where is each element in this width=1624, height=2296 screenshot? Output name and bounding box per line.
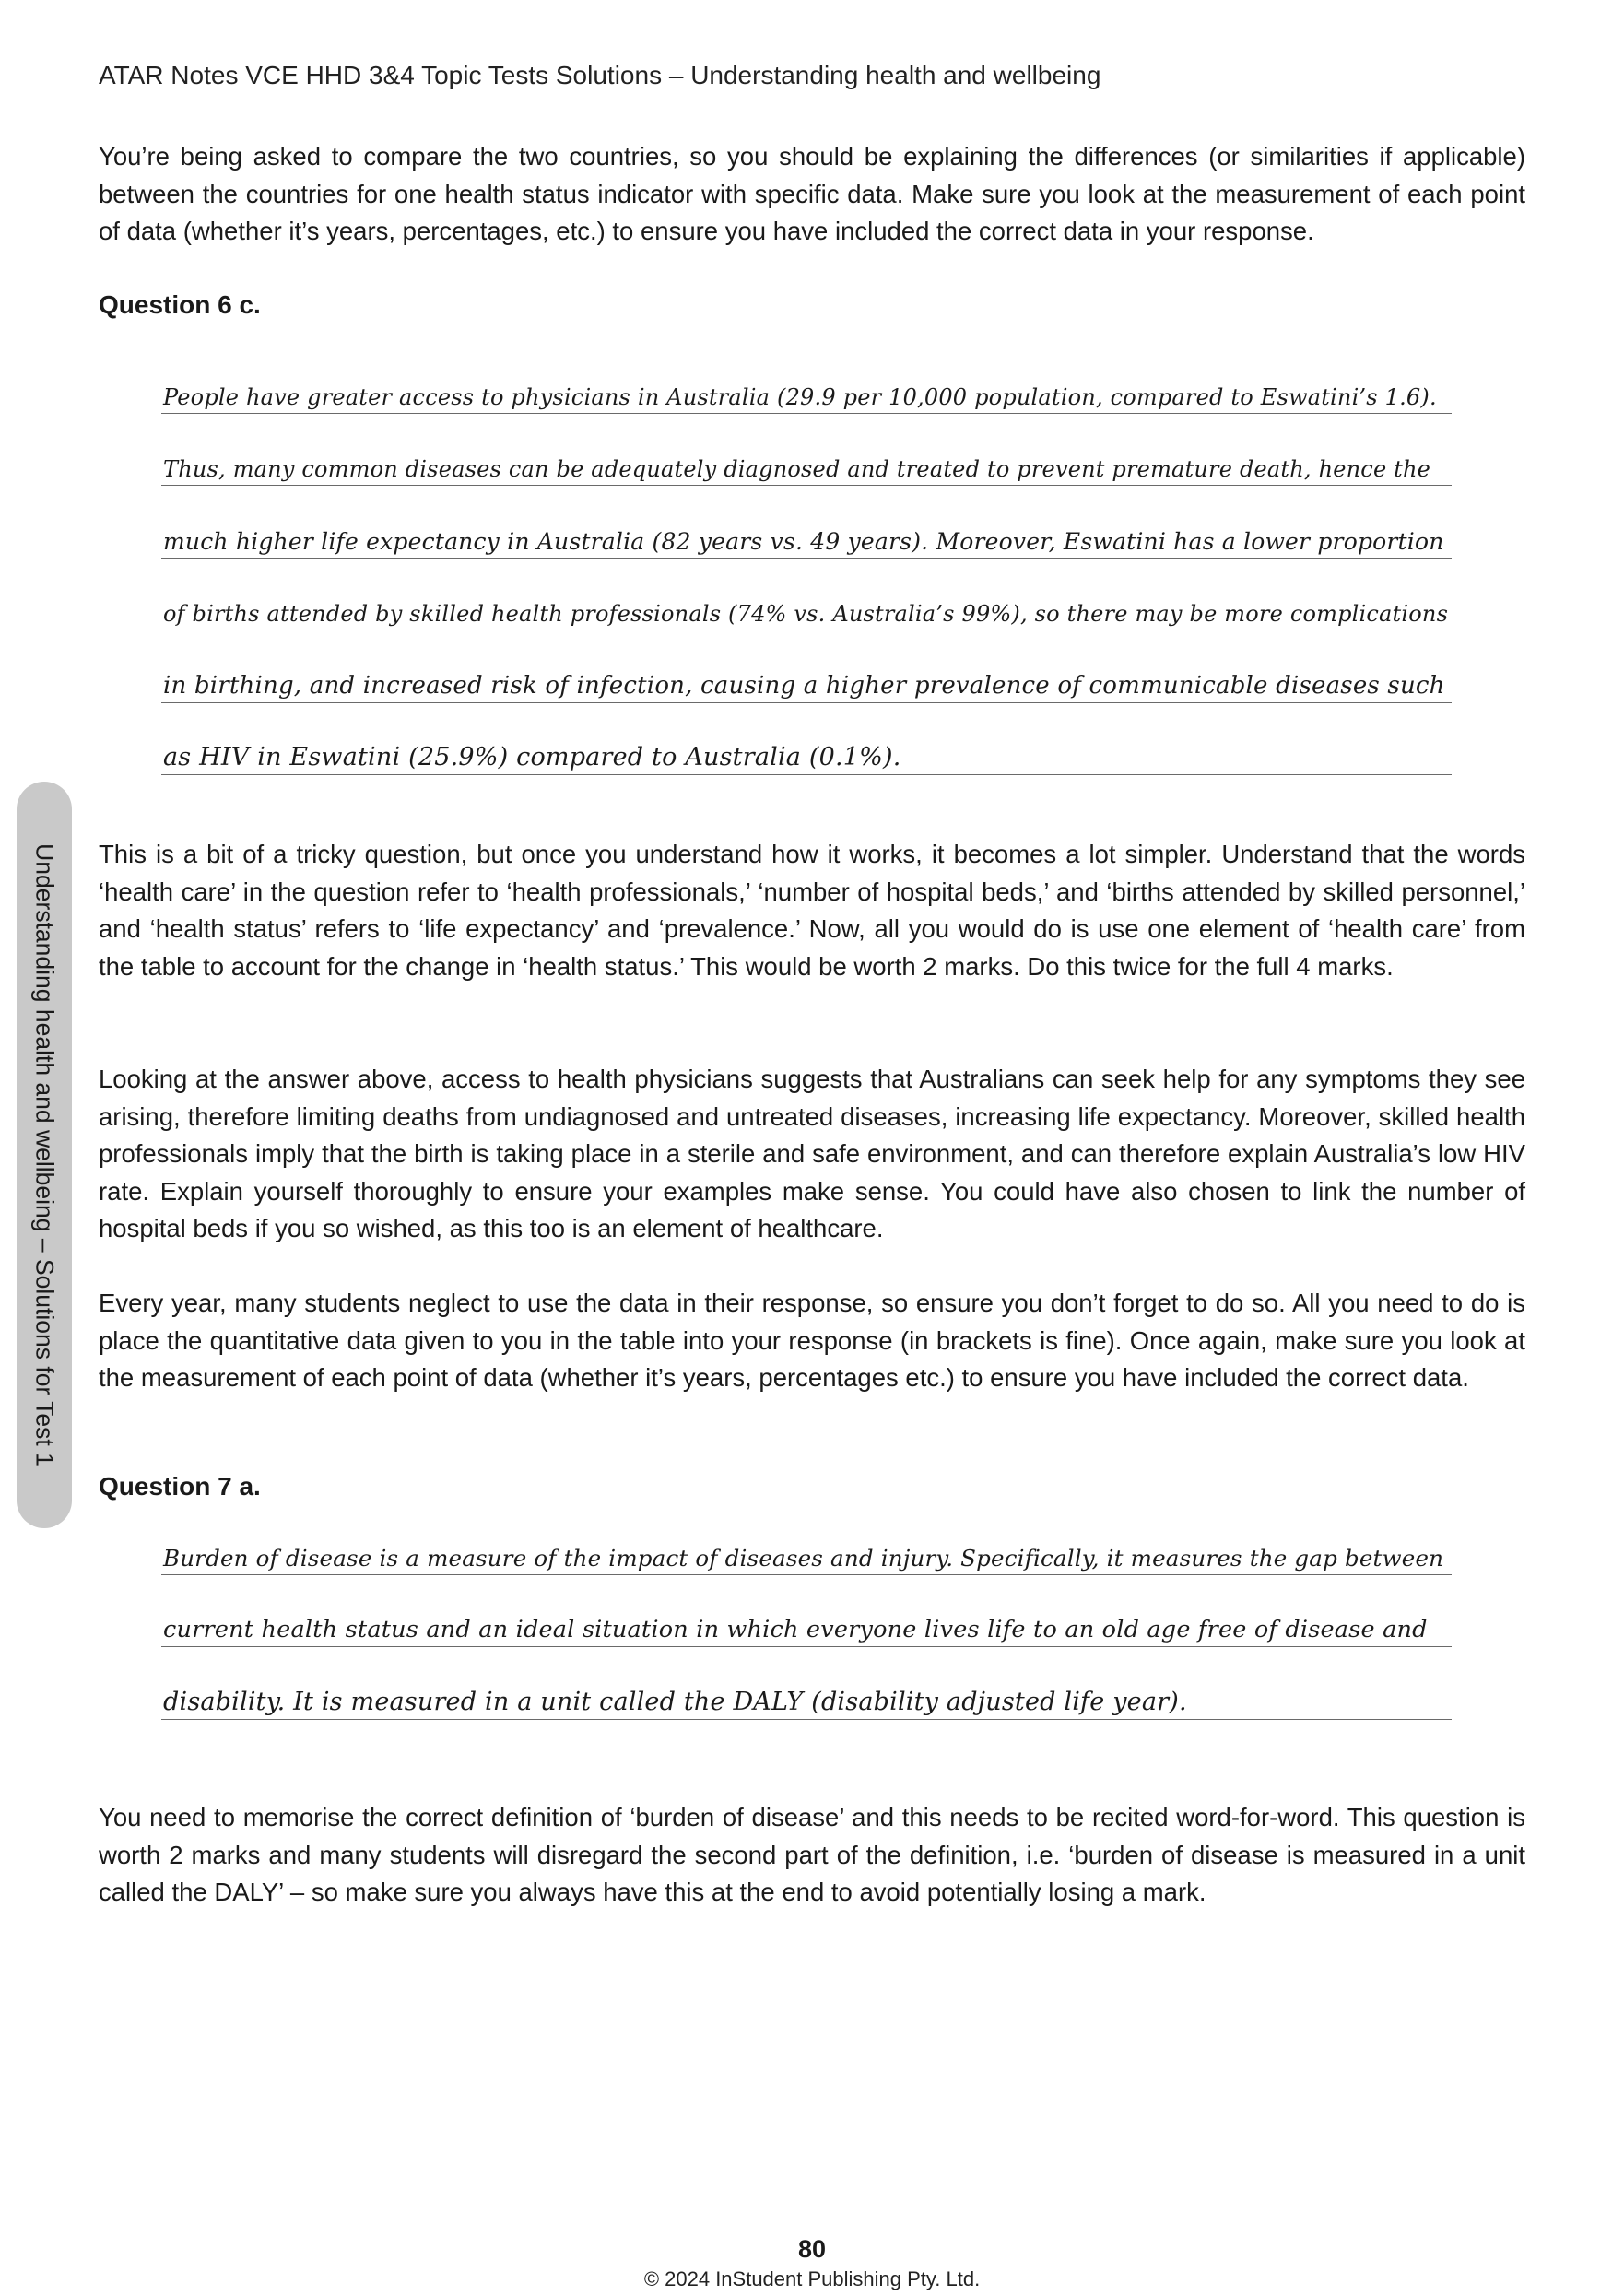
answer-line	[161, 1502, 1452, 1575]
answer-line	[161, 486, 1452, 559]
copyright-notice: © 2024 InStudent Publishing Pty. Ltd.	[643, 2267, 981, 2290]
side-tab-label: Understanding health and wellbeing – Solutions for Test 1	[30, 843, 59, 1466]
explanation-paragraph-2: Looking at the answer above, access to health physicians suggests that Australians can seek help for any symptoms they see arising, therefore limiting deaths from undiagnosed and untreated diseases, increasing life expectancy. Moreover, skilled health professionals imply that the birth is taking place in a sterile and safe environment, and can therefore explain Australia’s low HIV rate. Explain yourself thoroughly to ensure your examples make sense. You could have also chosen to link the number of hospital beds if you so wished, as this too is an element of healthcare.	[99, 1065, 1525, 1242]
answer-line	[161, 1575, 1452, 1648]
intro-paragraph: You’re being asked to compare the two countries, so you should be explaining the differences (or similarities if applicable) between the countries for one health status indicator with specific data. Make sure you look at the measurement of each point of data (whether it’s years, percentages, etc.) to ensure you have included the correct data in your response.	[99, 142, 1525, 245]
side-section-tab	[17, 782, 72, 1528]
answer-line	[161, 414, 1452, 487]
handwritten-text: Thus, many common diseases can be adequately diagnosed and treated to prevent premature death, hence the	[163, 456, 1431, 482]
answer-line	[161, 559, 1452, 631]
answer-line	[161, 1647, 1452, 1720]
handwritten-answer-6c	[161, 341, 1452, 775]
handwritten-text: disability. It is measured in a unit called the DALY (disability adjusted life year).	[163, 1687, 1187, 1716]
question-6c-heading: Question 6 c.	[99, 290, 261, 319]
explanation-paragraph-3: Every year, many students neglect to use the data in their response, so ensure you don’t forget to do so. All you need to do is place the quantitative data given to you in the table into your response (in brackets is fine). Once again, make sure you look at the measurement of each point of data (whether it’s years, percentages etc.) to ensure you have included the correct data.	[99, 1289, 1525, 1392]
answer-line	[161, 341, 1452, 414]
handwritten-text: in birthing, and increased risk of infection, causing a higher prevalence of communicable diseases such	[163, 671, 1445, 700]
handwritten-text: Burden of disease is a measure of the impact of diseases and injury. Specifically, it measures the gap between	[163, 1544, 1444, 1572]
page-number: 80	[797, 2235, 827, 2263]
explanation-paragraph-7a: You need to memorise the correct definition of ‘burden of disease’ and this needs to be recited word-for-word. This question is worth 2 marks and many students will disregard the second part of the definition, i.e. ‘burden of disease is measured in a unit called the DALY’ – so make sure you always have this at the end to avoid potentially losing a mark.	[99, 1803, 1525, 1906]
running-header: ATAR Notes VCE HHD 3&4 Topic Tests Solutions – Understanding health and wellbeing	[99, 61, 1101, 89]
handwritten-text: as HIV in Eswatini (25.9%) compared to Australia (0.1%).	[163, 743, 901, 771]
handwritten-text: People have greater access to physicians in Australia (29.9 per 10,000 population, compared to Eswatini’s 1.6).	[163, 383, 1437, 410]
answer-line	[161, 703, 1452, 776]
handwritten-text: much higher life expectancy in Australia (82 years vs. 49 years). Moreover, Eswatini has a lower proportion	[163, 527, 1444, 555]
handwritten-answer-7a	[161, 1502, 1452, 1720]
question-7a-heading: Question 7 a.	[99, 1472, 261, 1501]
answer-line	[161, 630, 1452, 703]
explanation-paragraph-1: This is a bit of a tricky question, but once you understand how it works, it becomes a lot simpler. Understand that the words ‘health care’ in the question refer to ‘health professionals,’ ‘number of hospital beds,’ and ‘births attended by skilled personnel,’ and ‘health status’ refers to ‘life expectancy’ and ‘prevalence.’ Now, all you would do is use one element of ‘health care’ from the table to account for the change in ‘health status.’ This would be worth 2 marks. Do this twice for the full 4 marks.	[99, 840, 1525, 981]
handwritten-text: of births attended by skilled health professionals (74% vs. Australia’s 99%), so there may be more complications	[163, 601, 1449, 627]
handwritten-text: current health status and an ideal situation in which everyone lives life to an old age free of disease and	[163, 1616, 1428, 1643]
